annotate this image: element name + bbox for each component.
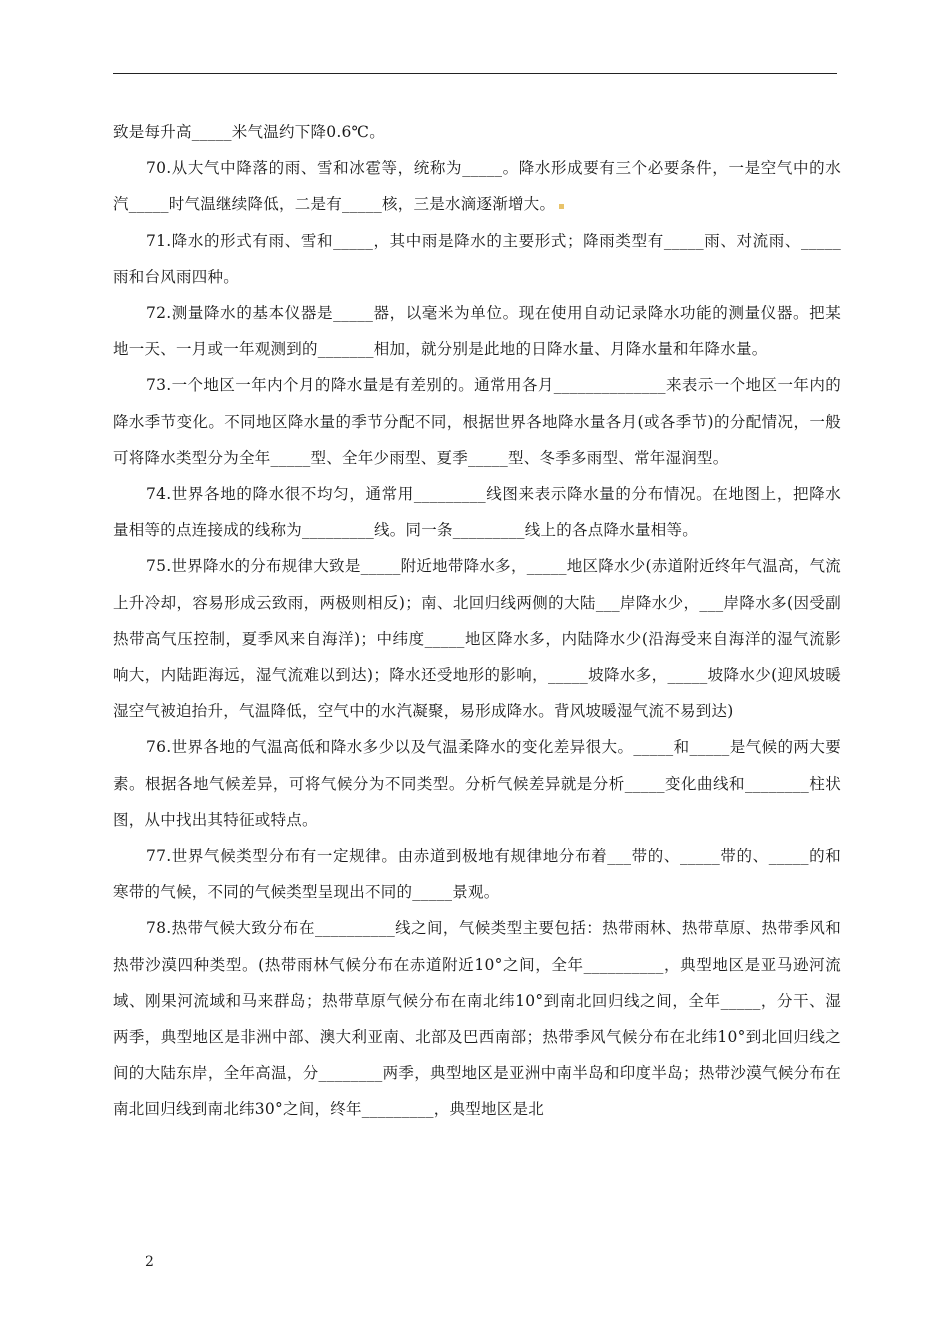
document-body xyxy=(113,114,841,1128)
question-71: 71.降水的形式有雨、雪和_____，其中雨是降水的主要形式；降雨类型有_____雨、对流雨、_____雨和台风雨四种。 xyxy=(113,231,841,286)
question-72: 72.测量降水的基本仪器是_____器，以毫米为单位。现在使用自动记录降水功能的测量仪器。把某地一天、一月或一年观测到的_______相加，就分别是此地的日降水量、月降水量和年降水量。 xyxy=(113,304,841,359)
question-73: 73.一个地区一年内个月的降水量是有差别的。通常用各月______________来表示一个地区一年内的降水季节变化。不同地区降水量的季节分配不同，根据世界各地降水量各月(或各季节)的分配情况，一般可将降水类型分为全年_____型、全年少雨型、夏季_____型、冬季多雨型、常年湿润型。 xyxy=(113,376,841,467)
question-77: 77.世界气候类型分布有一定规律。由赤道到极地有规律地分布着___带的、_____带的、_____的和寒带的气候，不同的气候类型呈现出不同的_____景观。 xyxy=(113,847,841,902)
question-74: 74.世界各地的降水很不均匀，通常用_________线图来表示降水量的分布情况。在地图上，把降水量相等的点连接成的线称为_________线。同一条_________线上的各点降水量相等。 xyxy=(113,485,841,540)
highlight-mark xyxy=(559,204,564,209)
question-76: 76.世界各地的气温高低和降水多少以及气温柔降水的变化差异很大。_____和_____是气候的两大要素。根据各地气候差异，可将气候分为不同类型。分析气候差异就是分析_____变化曲线和________柱状图，从中找出其特征或特点。 xyxy=(113,738,841,829)
question-70-text: 70.从大气中降落的雨、雪和冰雹等，统称为_____。降水形成要有三个必要条件，一是空气中的水汽_____时气温继续降低，二是有_____核，三是水滴逐渐增大。 xyxy=(113,159,841,214)
page-number: 2 xyxy=(145,1254,154,1270)
question-78: 78.热带气候大致分布在__________线之间，气候类型主要包括：热带雨林、热带草原、热带季风和热带沙漠四种类型。(热带雨林气候分布在赤道附近10°之间，全年__________，典型地区是亚马逊河流域、刚果河流域和马来群岛；热带草原气候分布在南北纬10°到南北回归线之间，全年_____，分干、湿两季，典型地区是非洲中部、澳大利亚南、北部及巴西南部；热带季风气候分布在北纬10°到北回归线之间的大陆东岸，全年高温，分________两季，典型地区是亚洲中南半岛和印度半岛；热带沙漠气候分布在南北回归线到南北纬30°之间，终年_________，典型地区是北 xyxy=(113,919,841,1119)
header-rule xyxy=(113,73,837,74)
paragraph-69-continuation: 致是每升高_____米气温约下降0.6℃。 xyxy=(113,123,385,141)
question-70 xyxy=(113,150,841,222)
question-75: 75.世界降水的分布规律大致是_____附近地带降水多，_____地区降水少(赤道附近终年气温高，气流上升冷却，容易形成云致雨，两极则相反)；南、北回归线两侧的大陆___岸降水少，___岸降水多(因受副热带高气压控制，夏季风来自海洋)；中纬度_____地区降水多，内陆降水少(沿海受来自海洋的湿气流影响大，内陆距海远，湿气流难以到达)；降水还受地形的影响，_____坡降水多，_____坡降水少(迎风坡暖湿空气被迫抬升，气温降低，空气中的水汽凝聚，易形成降水。背风坡暖湿气流不易到达) xyxy=(113,557,841,721)
